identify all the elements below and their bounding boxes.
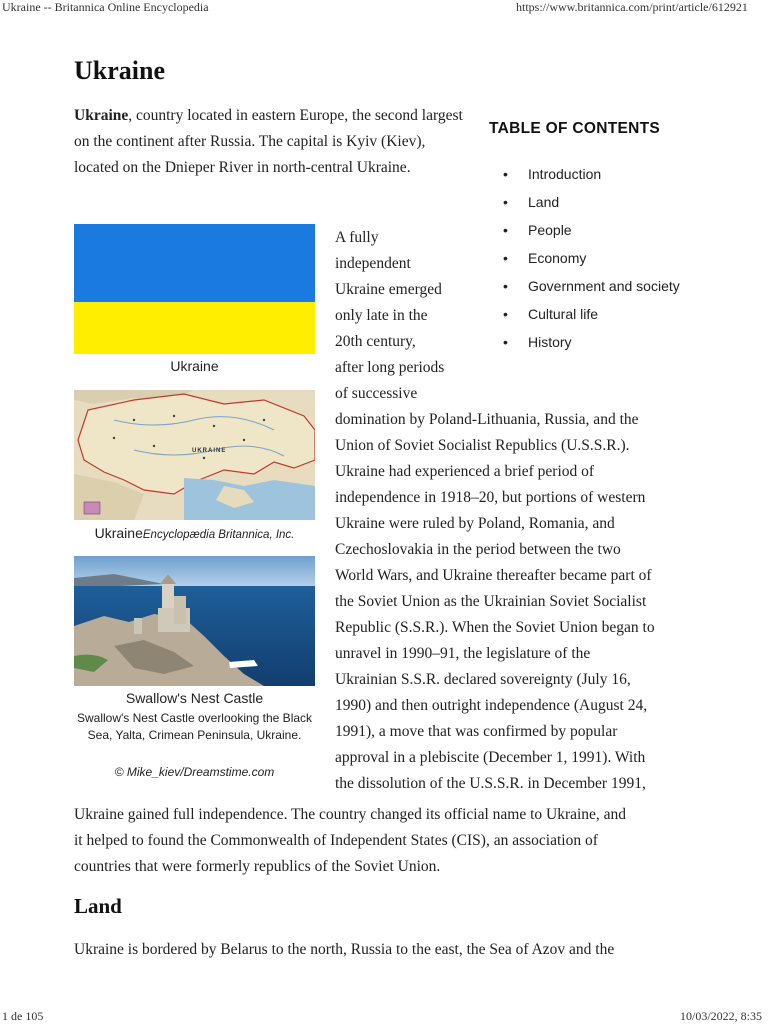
- paragraph-line: Republic (S.S.R.). When the Soviet Union began to: [335, 619, 655, 636]
- print-footer-date: 10/03/2022, 8:35: [680, 1009, 763, 1023]
- map-label: UKRAINE: [192, 448, 227, 454]
- bullet-icon: •: [503, 250, 508, 266]
- paragraph-line: only late in the: [335, 307, 428, 324]
- flag-caption: Ukraine: [170, 358, 219, 374]
- toc-item-government[interactable]: [489, 272, 729, 300]
- paragraph-line: 1990) and then outright independence (August 24,: [335, 697, 648, 714]
- toc-item-economy[interactable]: [489, 244, 729, 272]
- map-caption-title: Ukraine: [94, 525, 143, 541]
- castle-caption-credit: [74, 764, 315, 781]
- paragraph-line: independence in 1918–20, but portions of western: [335, 489, 646, 506]
- paragraph-line: the Soviet Union as the Ukrainian Soviet Socialist: [335, 593, 647, 610]
- map-caption: [74, 525, 315, 543]
- bullet-icon: •: [503, 222, 508, 238]
- table-of-contents: [489, 120, 729, 356]
- toc-item-label: History: [528, 334, 572, 350]
- paragraph-line: Ukraine gained full independence. The country changed its official name to Ukraine, and: [74, 806, 627, 823]
- intro-paragraph: [74, 103, 464, 181]
- paragraph-line: of successive: [335, 385, 418, 402]
- page-title: Ukraine: [74, 56, 165, 85]
- paragraph-line: it helped to found the Commonwealth of Independent States (CIS), an association of: [74, 832, 598, 849]
- toc-item-label: Cultural life: [528, 306, 599, 322]
- paragraph-line: after long periods: [335, 359, 445, 376]
- paragraph-line: Czechoslovakia in the period between the two: [335, 541, 621, 558]
- flag-yellow-band: [74, 302, 315, 354]
- castle-credit-text: © Mike_kiev/Dreamstime.com: [114, 765, 275, 779]
- bullet-icon: •: [503, 334, 508, 350]
- history-paragraph-narrow: [335, 225, 465, 407]
- toc-item-history[interactable]: [489, 328, 729, 356]
- paragraph-line: A fully: [335, 229, 379, 246]
- print-header-url: https://www.britannica.com/print/article/612921: [516, 0, 748, 14]
- bullet-icon: •: [503, 306, 508, 322]
- print-footer-page: 1 de 105: [2, 1009, 44, 1023]
- paragraph-line: Ukraine had experienced a brief period of: [335, 463, 595, 480]
- section-heading-land: Land: [74, 894, 122, 918]
- map-graphic: [74, 390, 315, 520]
- castle-graphic: [74, 556, 315, 686]
- toc-item-land[interactable]: [489, 188, 729, 216]
- paragraph-line: Ukraine emerged: [335, 281, 442, 298]
- swallows-nest-castle-image[interactable]: [74, 556, 315, 686]
- ukraine-map-image[interactable]: [74, 390, 315, 520]
- toc-item-label: Economy: [528, 250, 587, 266]
- toc-item-label: Land: [528, 194, 560, 210]
- toc-item-cultural-life[interactable]: [489, 300, 729, 328]
- toc-item-label: Introduction: [528, 166, 602, 182]
- bullet-icon: •: [503, 194, 508, 210]
- paragraph-line: Ukraine is bordered by Belarus to the north, Russia to the east, the Sea of Azov and the: [74, 941, 615, 958]
- paragraph-line: domination by Poland-Lithuania, Russia, and the: [335, 411, 639, 428]
- toc-item-label: Government and society: [528, 278, 680, 294]
- bullet-icon: •: [503, 166, 508, 182]
- toc-item-label: People: [528, 222, 572, 238]
- intro-bold-term: Ukraine: [74, 107, 129, 124]
- toc-item-introduction[interactable]: [489, 160, 729, 188]
- paragraph-line: the dissolution of the U.S.S.R. in December 1991,: [335, 775, 646, 792]
- paragraph-line: 20th century,: [335, 333, 416, 350]
- history-paragraph-full: [74, 802, 704, 880]
- history-paragraph-wide: [335, 407, 700, 797]
- land-paragraph: [74, 937, 704, 963]
- toc-item-people[interactable]: [489, 216, 729, 244]
- paragraph-line: Ukrainian S.S.R. declared sovereignty (July 16,: [335, 671, 631, 688]
- paragraph-line: Union of Soviet Socialist Republics (U.S.S.R.).: [335, 437, 630, 454]
- map-caption-credit: Encyclopædia Britannica, Inc.: [142, 529, 295, 541]
- paragraph-line: countries that were formerly republics of the Soviet Union.: [74, 858, 441, 875]
- castle-caption-description: Swallow's Nest Castle overlooking the Black Sea, Yalta, Crimean Peninsula, Ukraine.: [76, 711, 313, 742]
- paragraph-line: Ukraine were ruled by Poland, Romania, and: [335, 515, 615, 532]
- castle-caption-title: Swallow's Nest Castle: [125, 690, 264, 706]
- paragraph-line: World Wars, and Ukraine thereafter became part of: [335, 567, 652, 584]
- toc-title: TABLE OF CONTENTS: [489, 120, 660, 137]
- ukraine-flag-image[interactable]: [74, 224, 315, 354]
- print-header-title: Ukraine -- Britannica Online Encyclopedia: [2, 0, 209, 14]
- intro-text: , country located in eastern Europe, the second largest on the continent after Russia. The capital is Kyiv (Kiev), located on the Dnieper River in north-central Ukraine.: [74, 107, 463, 176]
- paragraph-line: 1991), a move that was confirmed by popular: [335, 723, 618, 740]
- paragraph-line: unravel in 1990–91, the legislature of the: [335, 645, 591, 662]
- paragraph-line: approval in a plebiscite (December 1, 1991). With: [335, 749, 646, 766]
- bullet-icon: •: [503, 278, 508, 294]
- paragraph-line: independent: [335, 255, 411, 272]
- flag-blue-band: [74, 224, 315, 302]
- toc-list: [489, 160, 729, 356]
